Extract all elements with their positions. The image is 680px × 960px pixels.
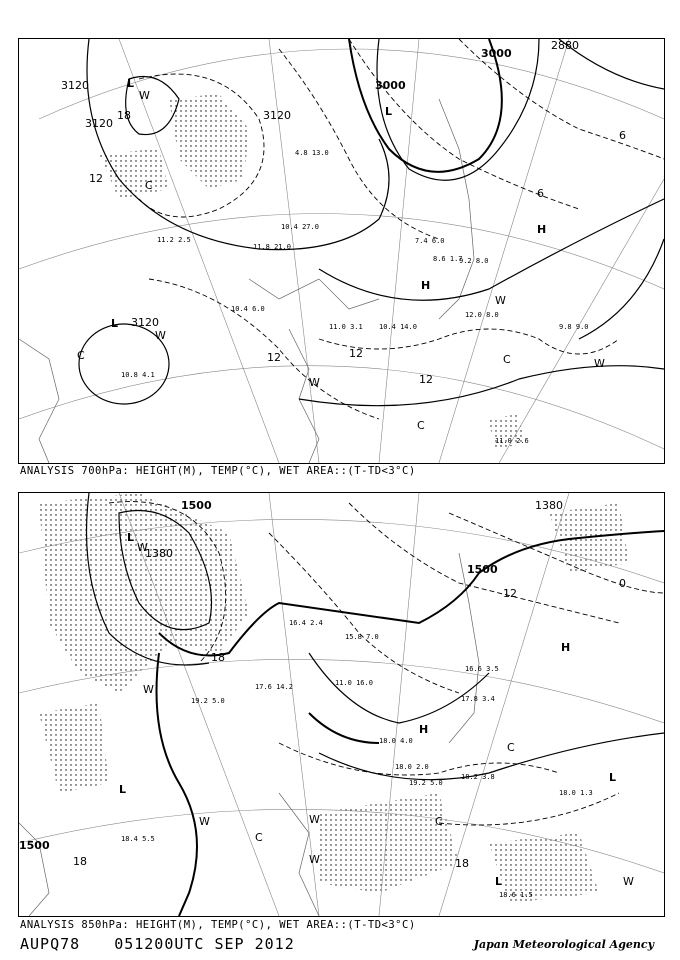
high-center: H [561, 641, 571, 654]
warm-center: W [623, 875, 634, 888]
low-center: L [127, 531, 135, 544]
station-obs: 16.4 2.4 [289, 619, 323, 627]
low-center: L [495, 875, 503, 888]
wet-areas [99, 94, 524, 449]
cold-center: C [77, 349, 85, 362]
height-label: 1500 [181, 499, 212, 512]
temp-label: 18 [211, 651, 225, 664]
agency-credit: Japan Meteorological Agency [473, 938, 654, 951]
station-obs: 8.6 1.7 [433, 255, 463, 263]
temp-label: 12 [349, 347, 363, 360]
low-center: L [609, 771, 617, 784]
temp-label: 12 [89, 172, 103, 185]
warm-center: W [143, 683, 154, 696]
station-obs: 18.0 4.0 [379, 737, 413, 745]
warm-center: W [309, 813, 320, 826]
station-obs: 9.2 8.0 [459, 257, 489, 265]
temp-label: 12 [503, 587, 517, 600]
station-obs: 11.2 2.5 [157, 236, 191, 244]
main-contour-700 [349, 39, 502, 172]
temperature-labels [89, 109, 626, 386]
low-center: L [385, 105, 393, 118]
temp-label: 18 [117, 109, 131, 122]
station-obs: 19.2 5.0 [191, 697, 225, 705]
station-obs: 9.8 9.0 [559, 323, 589, 331]
height-label: 1500 [19, 839, 50, 852]
station-obs: 10.4 6.0 [231, 305, 265, 313]
temp-label: 0 [619, 577, 626, 590]
warm-center: W [309, 853, 320, 866]
height-label: 1380 [535, 499, 563, 512]
station-obs: 7.4 6.0 [415, 237, 445, 245]
low-center: L [119, 783, 127, 796]
temp-label: 12 [419, 373, 433, 386]
cold-center: C [503, 353, 511, 366]
height-label: 3120 [85, 117, 113, 130]
high-center: H [421, 279, 431, 292]
height-label: 3120 [263, 109, 291, 122]
station-obs: 10.8 4.1 [121, 371, 155, 379]
temp-label: 6 [537, 187, 544, 200]
warm-center: W [139, 89, 150, 102]
station-obs: 11.0 16.0 [335, 679, 373, 687]
temp-label: 6 [619, 129, 626, 142]
chart-code: AUPQ78 [20, 935, 81, 953]
station-obs: 18.0 1.3 [559, 789, 593, 797]
warm-center: W [155, 329, 166, 342]
high-center: H [419, 723, 429, 736]
map-panel-700hpa [18, 38, 665, 464]
caption-700hpa: ANALYSIS 700hPa: HEIGHT(M), TEMP(°C), WET AREA::(T-TD<3°C) [20, 465, 416, 477]
height-label: 3120 [131, 316, 159, 329]
cold-center: C [435, 815, 443, 828]
station-obs: 17.8 3.4 [461, 695, 495, 703]
map-panel-850hpa [18, 492, 665, 917]
low-center: L [127, 77, 135, 90]
station-obs: 11.0 3.1 [329, 323, 363, 331]
chart-id-line [20, 935, 295, 953]
temp-label: 18 [455, 857, 469, 870]
station-observations [121, 149, 589, 445]
station-obs: 11.0 2.6 [495, 437, 529, 445]
station-obs: 18.0 2.0 [395, 763, 429, 771]
station-obs: 19.2 5.0 [409, 779, 443, 787]
station-obs: 4.8 13.0 [295, 149, 329, 157]
temp-label: 12 [267, 351, 281, 364]
station-obs: 10.4 14.0 [379, 323, 417, 331]
station-obs: 18.2 3.8 [461, 773, 495, 781]
height-label: 2880 [551, 39, 579, 52]
station-obs: 18.6 1.5 [499, 891, 533, 899]
map-850hpa [19, 493, 664, 916]
warm-center: W [199, 815, 210, 828]
lat-lon-grid [19, 39, 664, 463]
high-center: H [537, 223, 547, 236]
station-obs: 10.4 27.0 [281, 223, 319, 231]
height-label: 3000 [375, 79, 406, 92]
valid-time: 051200UTC SEP 2012 [114, 935, 295, 953]
height-label: 1500 [467, 563, 498, 576]
height-contours [79, 39, 664, 406]
warm-center: W [309, 376, 320, 389]
map-700hpa [19, 39, 664, 463]
height-label: 3000 [481, 47, 512, 60]
station-obs: 12.0 8.0 [465, 311, 499, 319]
height-label: 3120 [61, 79, 89, 92]
low-center: L [111, 317, 119, 330]
warm-center: W [137, 541, 148, 554]
cold-center: C [145, 179, 153, 192]
height-label: 1380 [145, 547, 173, 560]
temp-label: 18 [73, 855, 87, 868]
warm-center: W [495, 294, 506, 307]
cold-center: C [255, 831, 263, 844]
station-obs: 16.6 3.5 [465, 665, 499, 673]
caption-850hpa: ANALYSIS 850hPa: HEIGHT(M), TEMP(°C), WET AREA::(T-TD<3°C) [20, 919, 416, 931]
station-obs: 18.4 5.5 [121, 835, 155, 843]
warm-center: W [594, 357, 605, 370]
station-obs: 11.8 21.0 [253, 243, 291, 251]
cold-center: C [507, 741, 515, 754]
station-obs: 15.8 7.0 [345, 633, 379, 641]
station-obs: 17.6 14.2 [255, 683, 293, 691]
cold-center: C [417, 419, 425, 432]
